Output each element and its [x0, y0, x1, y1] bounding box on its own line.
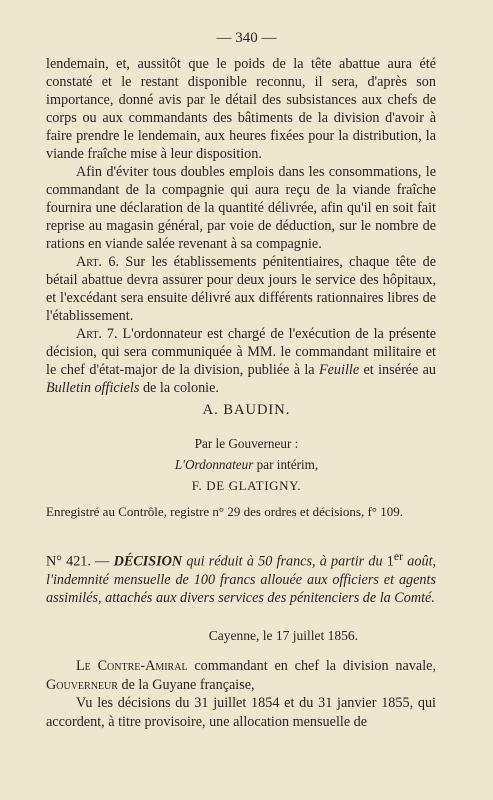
article-7-end: de la colonie. — [142, 380, 219, 396]
article-7-label: Art. 7. — [76, 326, 118, 342]
signature-par: Par le Gouverneur : — [194, 436, 299, 451]
signature-ordonnateur — [0, 457, 493, 473]
closing-1-rest: commandant en chef la division navale, — [194, 658, 436, 674]
closing-paragraph-2: Vu les décisions du 31 juillet 1854 et du 31 janvier 1855, qui accordent, à titre provisoire, une allocation mensuelle de — [46, 695, 436, 730]
decision-first-sup: er — [393, 549, 404, 563]
article-6-label: Art. 6. — [76, 254, 120, 270]
ordonnateur-rest: par intérim, — [256, 457, 319, 472]
decision-dash: — — [95, 553, 110, 570]
decision-number: N° 421. — [46, 553, 91, 570]
paragraph-2: Afin d'éviter tous doubles emplois dans les consommations, le commandant de la compagnie qui aura reçu de la viande fraîche fournira une déclaration de la quantité délivrée, afin qu'il en soit fait reprise au magasin général, par voie de déduction, sur le nombre de rations en viande salée revenant à sa compagnie. — [46, 164, 436, 252]
contre-amiral: Le Contre-Amiral — [76, 658, 188, 674]
signature-name: A. BAUDIN. — [202, 402, 291, 418]
article-7-text: L'ordonnateur est chargé de l'exécution de la présente décision, qui sera communiquée à MM. le commandant militaire et le chef d'état-major de la division, publiée à la — [46, 326, 436, 378]
ordonnateur-title: L'Ordonnateur — [174, 457, 254, 472]
gouverneur: Gouverneur — [46, 676, 118, 693]
bulletin-title: Bulletin officiels — [46, 380, 140, 396]
main-text — [46, 55, 436, 397]
decision-first: 1 — [386, 553, 394, 570]
feuille-title: Feuille — [318, 362, 360, 378]
decision-text-2: août, l'indemnité mensuelle de 100 francs allouée aux officiers et agents assimilés, attachés aux divers services des pénitenciers de la Comté. — [46, 553, 437, 607]
signature-second-name: F. DE GLATIGNY. — [191, 478, 302, 493]
article-6-text: Sur les établissements pénitentiaires, chaque tête de bétail abattue devra assurer pour deux jours le service des hôpitaux, et l'excédant sera ensuite délivré aux différents rationnaires libres de l'établissement. — [46, 254, 436, 324]
decision-text-1: qui réduit à 50 francs, à partir du — [186, 553, 383, 570]
closing-paragraph-1 — [46, 657, 436, 694]
page-number: — 340 — — [216, 30, 277, 46]
decision-word: DÉCISION — [113, 553, 183, 570]
closing-text — [46, 657, 436, 731]
paragraph-1: lendemain, et, aussitôt que le poids de la tête abattue aura été constaté et le restant disponible reconnu, il sera, d'après son importance, donné avis par le détail des subsistances aux chefs de corps ou aux commandants des bâtiments de la division d'avoir à faire prendre le lendemain, aux heures fixées pour la distribution, la viande fraîche mise à leur disposition. — [46, 56, 436, 162]
decision-heading — [46, 547, 436, 607]
article-7 — [46, 325, 436, 397]
article-7-middle: et insérée au — [363, 362, 437, 378]
registration-line: Enregistré au Contrôle, registre n° 29 des ordres et décisions, f° 109. — [46, 504, 403, 519]
article-6 — [46, 253, 436, 325]
closing-1-end: de la Guyane française, — [121, 676, 255, 693]
place-date: Cayenne, le 17 juillet 1856. — [208, 628, 358, 643]
